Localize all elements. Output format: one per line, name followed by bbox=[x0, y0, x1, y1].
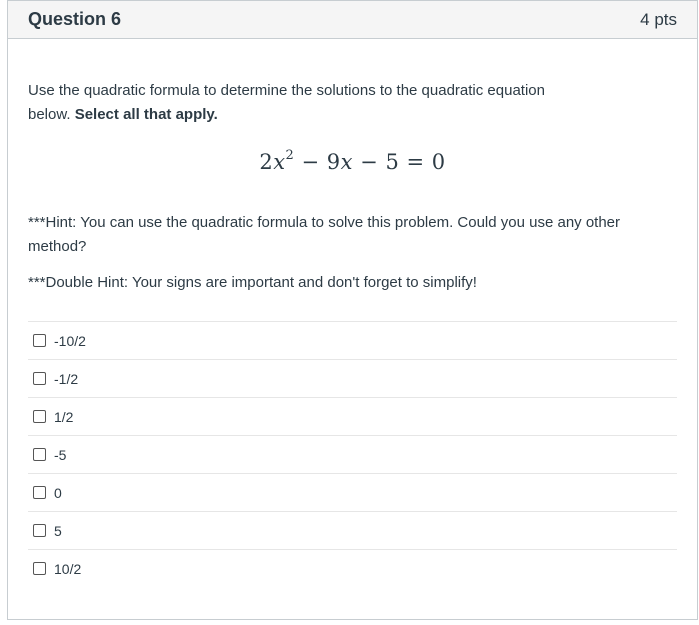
answer-checkbox[interactable] bbox=[33, 562, 46, 575]
eq-equals: = bbox=[399, 150, 432, 174]
eq-var-x-2: x bbox=[340, 150, 353, 174]
answer-checkbox[interactable] bbox=[33, 486, 46, 499]
answer-checkbox[interactable] bbox=[33, 410, 46, 423]
answer-checkbox[interactable] bbox=[33, 372, 46, 385]
question-prompt bbox=[28, 79, 588, 127]
eq-minus-1: − bbox=[294, 150, 327, 174]
answer-label: -10/2 bbox=[54, 332, 86, 349]
answer-option[interactable] bbox=[28, 360, 677, 398]
prompt-instruction: Select all that apply. bbox=[74, 106, 218, 123]
answer-option[interactable] bbox=[28, 512, 677, 550]
answer-option[interactable] bbox=[28, 398, 677, 436]
eq-constant: 5 bbox=[385, 150, 400, 174]
double-hint-text: ***Double Hint: Your signs are important and don't forget to simplify! bbox=[28, 274, 477, 291]
answer-label: -1/2 bbox=[54, 370, 79, 387]
answer-option[interactable] bbox=[28, 436, 677, 474]
answer-checkbox[interactable] bbox=[33, 448, 46, 461]
answer-checkbox[interactable] bbox=[33, 334, 46, 347]
eq-coef-b: 9 bbox=[326, 150, 341, 174]
question-points: 4 pts bbox=[640, 9, 677, 29]
hint-text: ***Hint: You can use the quadratic formula to solve this problem. Could you use any other method? bbox=[28, 214, 621, 255]
answer-checkbox[interactable] bbox=[33, 524, 46, 537]
question-header bbox=[8, 1, 697, 39]
answer-label: 5 bbox=[54, 522, 62, 539]
answer-list bbox=[28, 321, 677, 587]
answer-label: 1/2 bbox=[54, 408, 74, 425]
eq-exponent: 2 bbox=[285, 148, 295, 163]
answer-label: 10/2 bbox=[54, 560, 82, 577]
answer-option[interactable] bbox=[28, 322, 677, 360]
answer-option[interactable] bbox=[28, 474, 677, 512]
answer-label: 0 bbox=[54, 484, 62, 501]
answer-label: -5 bbox=[54, 446, 67, 463]
prompt-text: Use the quadratic formula to determine the solutions to the quadratic equation below. bbox=[28, 82, 545, 123]
quadratic-equation bbox=[28, 143, 677, 173]
question-body bbox=[8, 39, 697, 587]
eq-coef-a: 2 bbox=[259, 150, 274, 174]
answer-option[interactable] bbox=[28, 550, 677, 587]
eq-rhs: 0 bbox=[431, 150, 446, 174]
eq-var-x: x bbox=[273, 150, 286, 174]
eq-minus-2: − bbox=[353, 150, 386, 174]
question-card bbox=[7, 0, 698, 620]
question-title: Question 6 bbox=[28, 9, 122, 29]
